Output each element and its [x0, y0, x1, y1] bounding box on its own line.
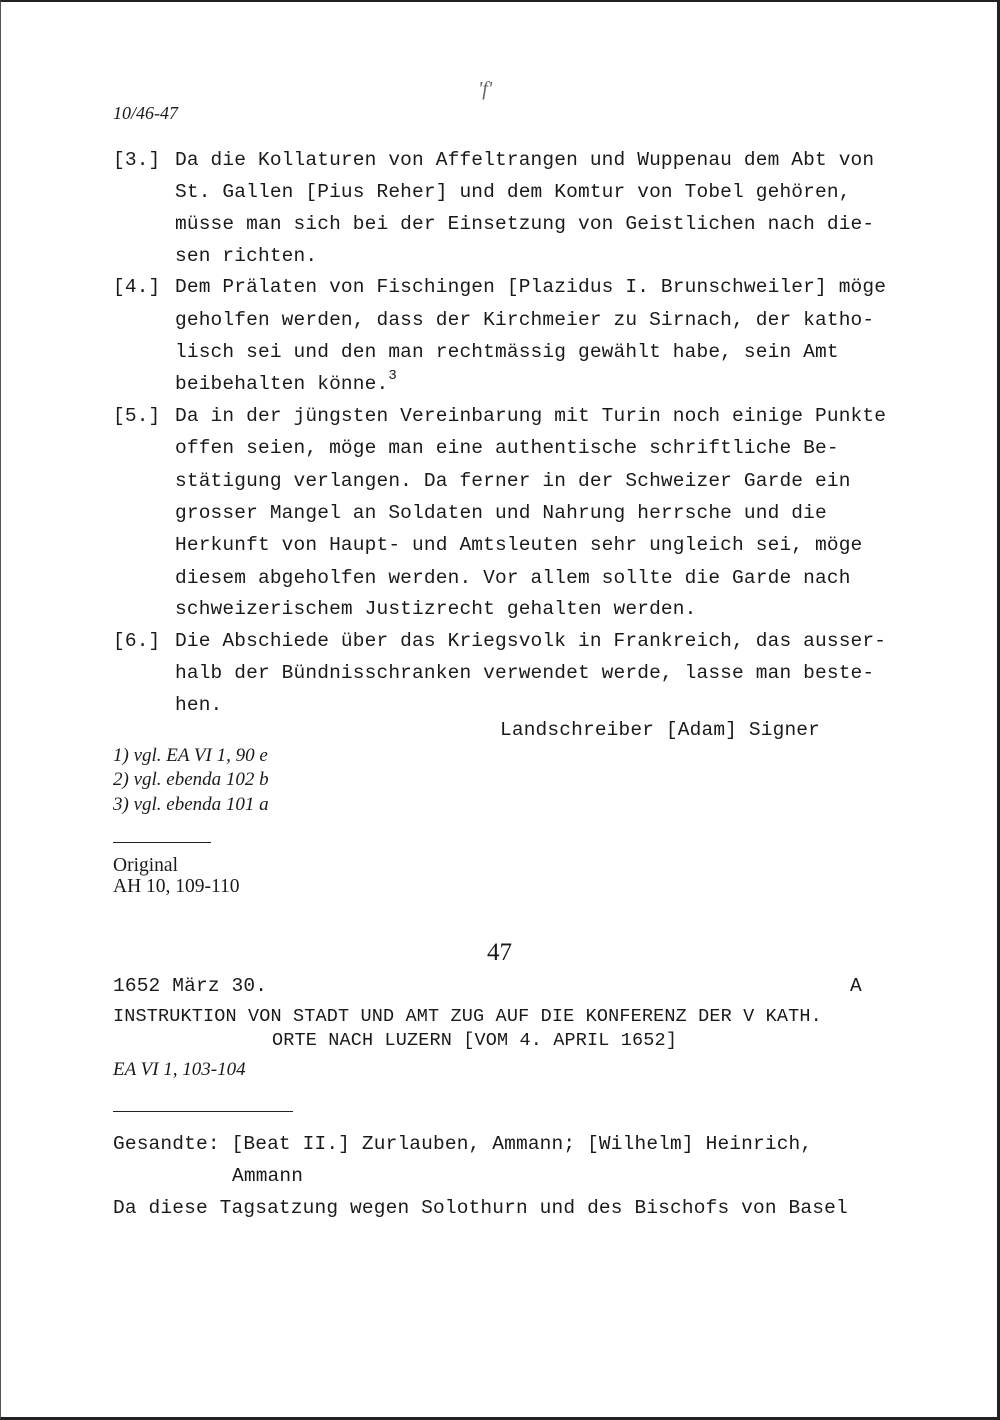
text-line: geholfen werden, dass der Kirchmeier zu Sirnach, der katho-	[175, 309, 875, 331]
section-divider	[113, 1111, 293, 1112]
text-line: offen seien, möge man eine authentische schriftliche Be-	[175, 437, 839, 459]
body-line-1: Da diese Tagsatzung wegen Solothurn und des Bischofs von Basel	[113, 1197, 848, 1219]
text-line: Da in der jüngsten Vereinbarung mit Turin noch einige Punkte	[175, 405, 887, 427]
text-line	[175, 367, 397, 395]
text-line: grosser Mangel an Soldaten und Nahrung herrsche und die	[175, 502, 827, 524]
document-number: 47	[487, 939, 512, 966]
document-title-line-2: ORTE NACH LUZERN [VOM 4. APRIL 1652]	[272, 1030, 678, 1051]
text-line: schweizerischem Justizrecht gehalten werden.	[175, 598, 697, 620]
document-date: 1652 März 30.	[113, 975, 268, 997]
item-number: [5.]	[113, 405, 161, 427]
footnote-1: 1) vgl. EA VI 1, 90 e	[113, 745, 268, 766]
text-line: stätigung verlangen. Da ferner in der Schweizer Garde ein	[175, 470, 851, 492]
item-number: [4.]	[113, 276, 161, 298]
envoys-line-2: Ammann	[232, 1165, 304, 1187]
text-line: St. Gallen [Pius Reher] und dem Komtur von Tobel gehören,	[175, 181, 851, 203]
text-line: müsse man sich bei der Einsetzung von Geistlichen nach die-	[175, 213, 875, 235]
text-line: sen richten.	[175, 245, 318, 267]
source-ref: AH 10, 109-110	[113, 876, 240, 897]
text-line: halb der Bündnisschranken verwendet werde, lasse man beste-	[175, 662, 875, 684]
item-number: [6.]	[113, 630, 161, 652]
text-line-content: beibehalten könne.	[175, 373, 389, 395]
footnote-3: 3) vgl. ebenda 101 a	[113, 794, 269, 815]
envoys-line-1: Gesandte: [Beat II.] Zurlauben, Ammann; [Wilhelm] Heinrich,	[113, 1133, 813, 1155]
page-mark: 'f'	[478, 78, 493, 100]
text-line: lisch sei und den man rechtmässig gewählt habe, sein Amt	[175, 341, 839, 363]
footnote-mark: 3	[388, 367, 397, 384]
text-line: diesem abgeholfen werden. Vor allem sollte die Garde nach	[175, 567, 851, 589]
document-ref: EA VI 1, 103-104	[113, 1059, 246, 1080]
header-ref: 10/46-47	[113, 103, 178, 123]
footnote-divider	[113, 842, 211, 843]
document-letter: A	[850, 975, 862, 997]
text-line: Dem Prälaten von Fischingen [Plazidus I. Brunschweiler] möge	[175, 276, 887, 298]
signature: Landschreiber [Adam] Signer	[500, 719, 821, 741]
footnote-2: 2) vgl. ebenda 102 b	[113, 769, 269, 790]
text-line: Herkunft von Haupt- und Amtsleuten sehr ungleich sei, möge	[175, 534, 863, 556]
text-line: Da die Kollaturen von Affeltrangen und Wuppenau dem Abt von	[175, 149, 875, 171]
source-label: Original	[113, 855, 178, 876]
text-line: Die Abschiede über das Kriegsvolk in Frankreich, das ausser-	[175, 630, 887, 652]
document-title-line-1: INSTRUKTION VON STADT UND AMT ZUG AUF DIE KONFERENZ DER V KATH.	[113, 1006, 822, 1027]
item-number: [3.]	[113, 149, 161, 171]
text-line: hen.	[175, 694, 223, 716]
